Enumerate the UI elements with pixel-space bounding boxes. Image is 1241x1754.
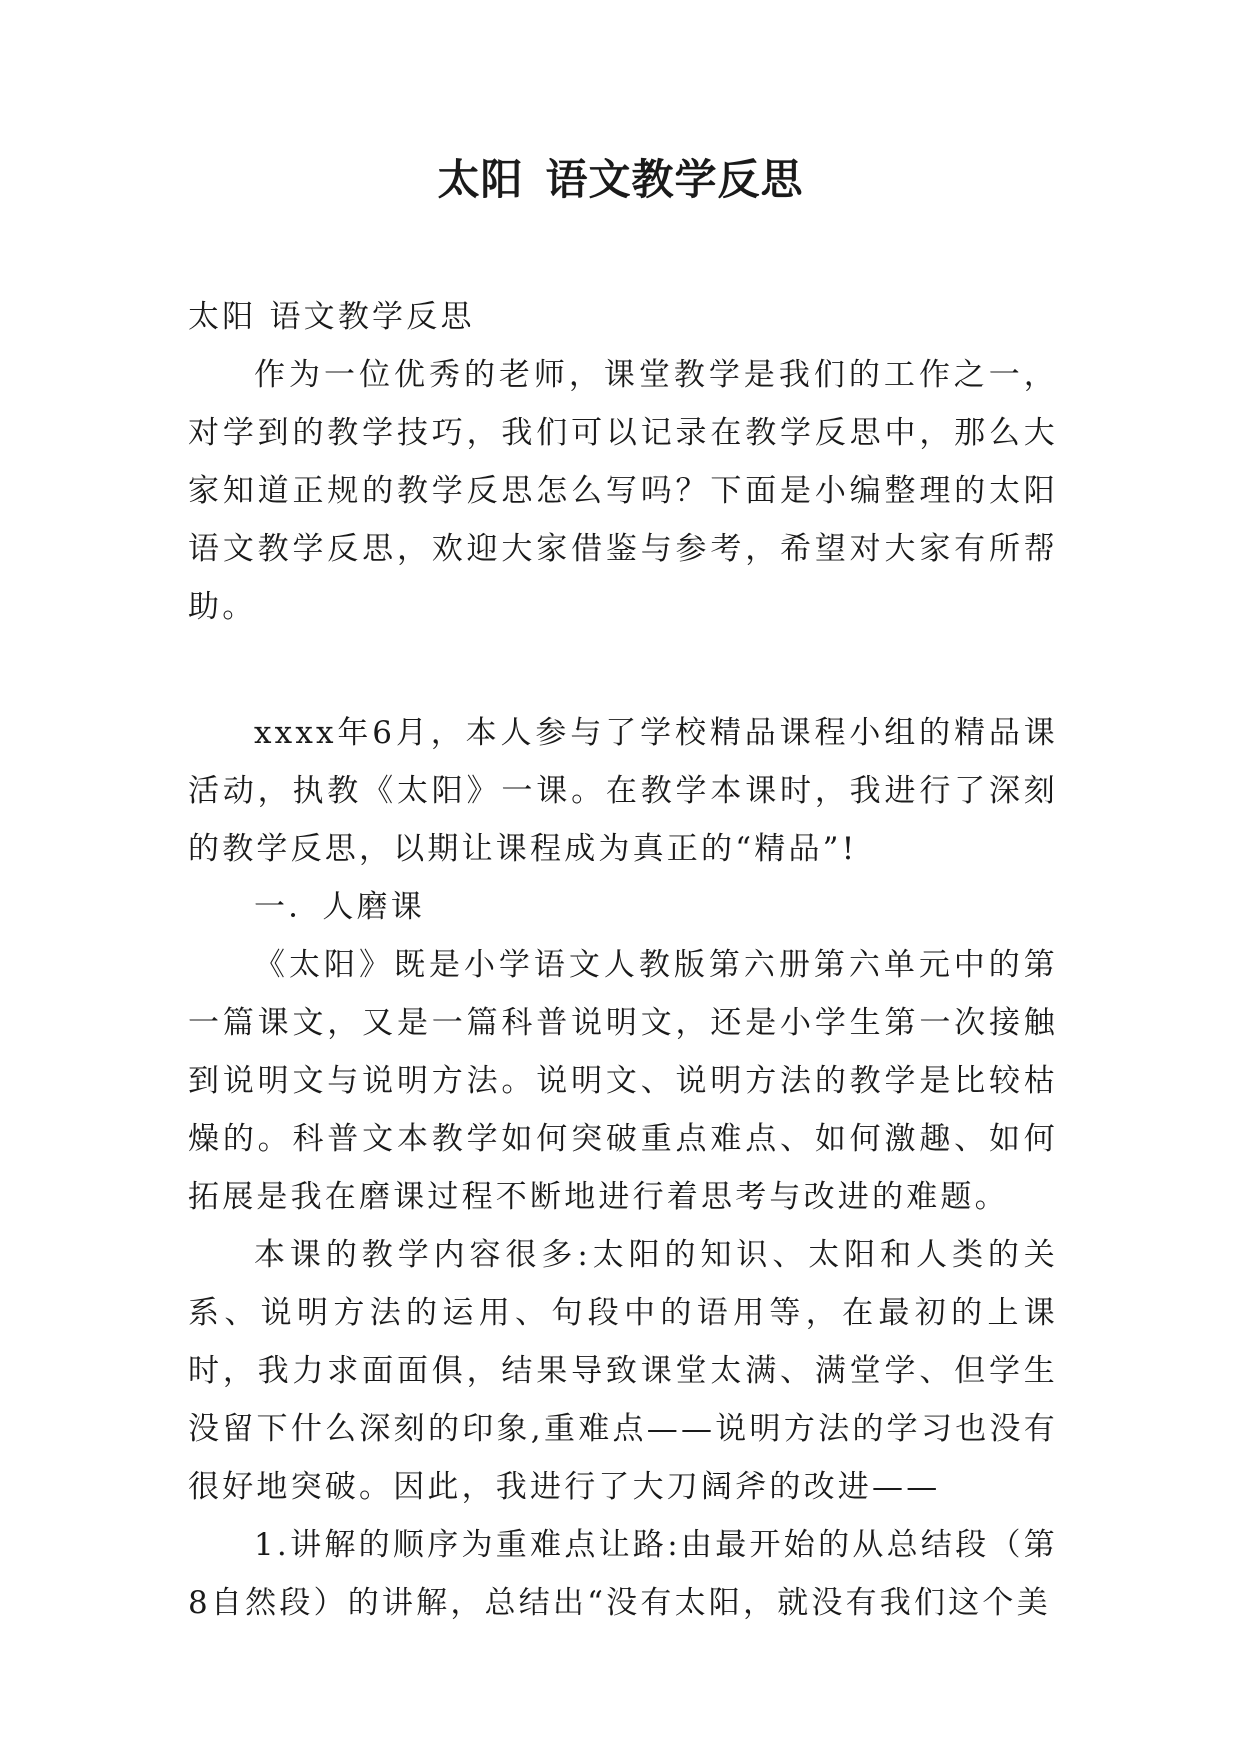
section-heading: 一．人磨课	[254, 889, 425, 925]
title-part-1: 太阳	[437, 155, 524, 204]
paragraph-point-1: 1.讲解的顺序为重难点让路:由最开始的从总结段（第8自然段）的讲解，总结出“没有太阳，就没有我们这个美	[188, 1527, 1058, 1621]
subtitle-line: 太阳 语文教学反思	[188, 299, 475, 335]
paragraph-content: 本课的教学内容很多:太阳的知识、太阳和人类的关系、说明方法的运用、句段中的语用等，在最初的上课时，我力求面面俱，结果导致课堂太满、满堂学、但学生没留下什么深刻的印象,重难点——说明方法的学习也没有很好地突破。因此，我进行了大刀阔斧的改进——	[188, 1237, 1058, 1505]
title-part-2: 语文教学反思	[545, 155, 804, 204]
intro-paragraph: 作为一位优秀的老师，课堂教学是我们的工作之一，对学到的教学技巧，我们可以记录在教学反思中，那么大家知道正规的教学反思怎么写吗？下面是小编整理的太阳 语文教学反思，欢迎大家借鉴与参考，希望对大家有所帮助。	[188, 357, 1058, 625]
paragraph-lesson-intro: 《太阳》既是小学语文人教版第六册第六单元中的第一篇课文，又是一篇科普说明文，还是小学生第一次接触到说明文与说明方法。说明文、说明方法的教学是比较枯燥的。科普文本教学如何突破重点难点、如何激趣、如何拓展是我在磨课过程不断地进行着思考与改进的难题。	[188, 947, 1058, 1215]
document-title	[0, 150, 1241, 210]
paragraph-activity: xxxx年6月，本人参与了学校精品课程小组的精品课活动，执教《太阳》一课。在教学本课时，我进行了深刻的教学反思，以期让课程成为真正的“精品”!	[188, 715, 1058, 867]
document-body	[188, 288, 1058, 1632]
paragraph-gap	[188, 636, 1058, 704]
